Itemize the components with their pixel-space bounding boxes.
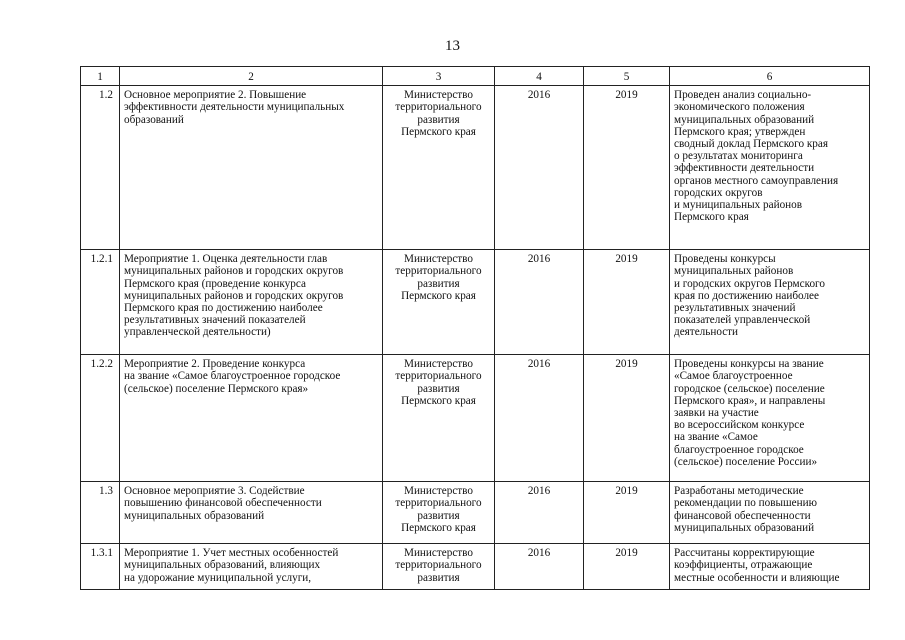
expected-result: Проведены конкурсы на звание «Самое благоустроенное городское (сельское) поселение Пермского края», и направлены заявки на участие во всероссийском конкурсе на звание «Самое благоустроенное городское (сельское) поселение России»: [670, 355, 870, 482]
row-number: 1.2.1: [81, 250, 120, 355]
table-row: [81, 544, 870, 590]
start-year: 2016: [495, 86, 584, 250]
start-year: 2016: [495, 250, 584, 355]
expected-result: Проведен анализ социально- экономического положения муниципальных образований Пермского края; утвержден сводный доклад Пермского края о результатах мониторинга эффективности деятельности органов местного самоуправления городских округов и муниципальных районов Пермского края: [670, 86, 870, 250]
expected-result: Проведены конкурсы муниципальных районов и городских округов Пермского края по достижению наиболее результативных значений показателей управленческой деятельности: [670, 250, 870, 355]
header-col-5: 5: [584, 67, 670, 86]
measure-name: Мероприятие 2. Проведение конкурса на звание «Самое благоустроенное городское (сельское) поселение Пермского края»: [120, 355, 383, 482]
row-number: 1.2.2: [81, 355, 120, 482]
executor: Министерство территориального развития Пермского края: [383, 355, 495, 482]
table-row: [81, 482, 870, 544]
measure-name: Мероприятие 1. Учет местных особенностей муниципальных образований, влияющих на удорожание муниципальной услуги,: [120, 544, 383, 590]
table-row: [81, 355, 870, 482]
header-col-6: 6: [670, 67, 870, 86]
start-year: 2016: [495, 544, 584, 590]
row-number: 1.3: [81, 482, 120, 544]
expected-result: Рассчитаны корректирующие коэффициенты, отражающие местные особенности и влияющие: [670, 544, 870, 590]
row-number: 1.3.1: [81, 544, 120, 590]
end-year: 2019: [584, 86, 670, 250]
executor: Министерство территориального развития Пермского края: [383, 482, 495, 544]
executor: Министерство территориального развития Пермского края: [383, 86, 495, 250]
expected-result: Разработаны методические рекомендации по повышению финансовой обеспеченности муниципальных образований: [670, 482, 870, 544]
row-number: 1.2: [81, 86, 120, 250]
header-col-2: 2: [120, 67, 383, 86]
table-row: [81, 250, 870, 355]
page-number: 13: [445, 38, 460, 54]
end-year: 2019: [584, 544, 670, 590]
header-col-3: 3: [383, 67, 495, 86]
measures-table: [80, 66, 870, 590]
table-row: [81, 86, 870, 250]
executor: Министерство территориального развития Пермского края: [383, 250, 495, 355]
header-col-4: 4: [495, 67, 584, 86]
end-year: 2019: [584, 355, 670, 482]
header-row: [81, 67, 870, 86]
header-col-1: 1: [81, 67, 120, 86]
measure-name: Мероприятие 1. Оценка деятельности глав муниципальных районов и городских округов Пермского края (проведение конкурса муниципальных районов и городских округов Пермского края по достижению наиболее результативных значений показателей управленческой деятельности): [120, 250, 383, 355]
end-year: 2019: [584, 250, 670, 355]
start-year: 2016: [495, 355, 584, 482]
measure-name: Основное мероприятие 2. Повышение эффективности деятельности муниципальных образований: [120, 86, 383, 250]
start-year: 2016: [495, 482, 584, 544]
executor: Министерство территориального развития: [383, 544, 495, 590]
end-year: 2019: [584, 482, 670, 544]
measure-name: Основное мероприятие 3. Содействие повышению финансовой обеспеченности муниципальных образований: [120, 482, 383, 544]
